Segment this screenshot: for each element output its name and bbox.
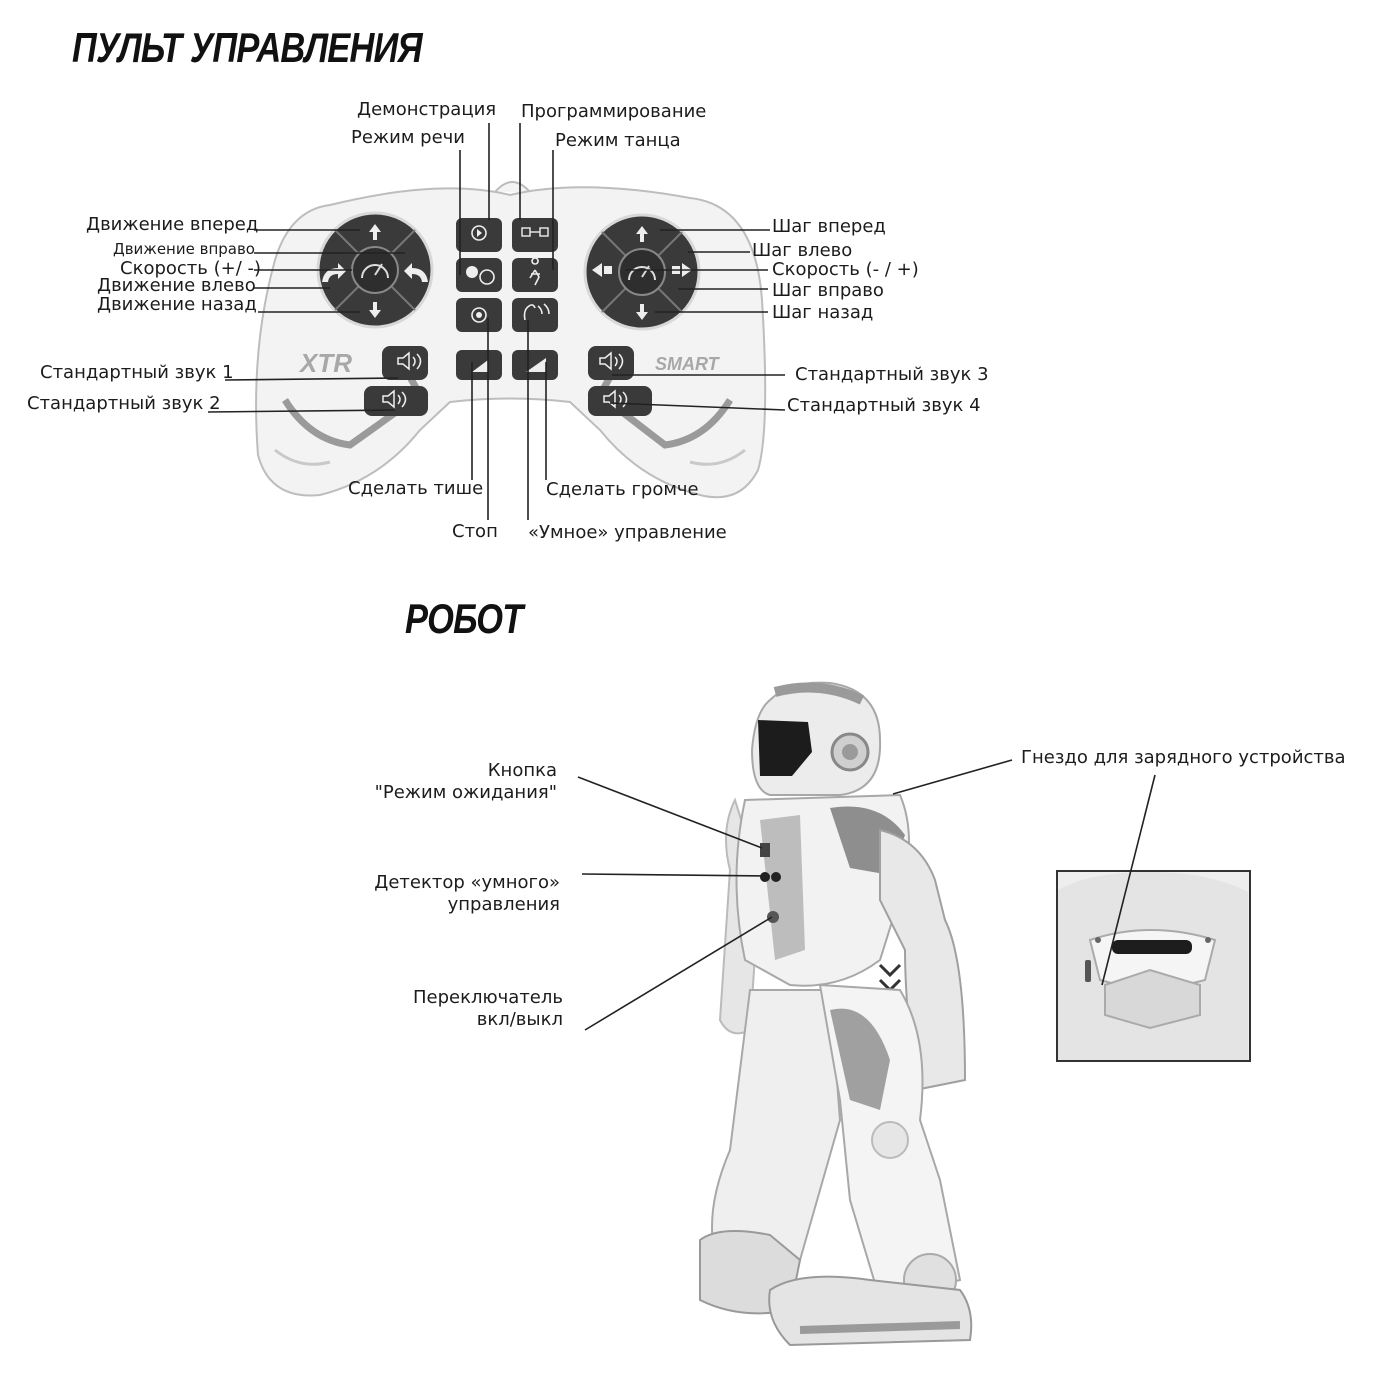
label-louder: Сделать громче bbox=[546, 479, 699, 500]
label-move-back: Движение назад bbox=[97, 294, 257, 315]
label-speed-right: Скорость (- / +) bbox=[772, 259, 919, 280]
dance-button[interactable] bbox=[512, 258, 558, 292]
label-speed-left: Скорость (+/ -) bbox=[120, 258, 262, 279]
charger-port[interactable] bbox=[1112, 940, 1192, 954]
label-detector-line2: управления bbox=[447, 894, 560, 915]
volume-down-button[interactable] bbox=[456, 350, 502, 380]
label-charger-port: Гнездо для зарядного устройства bbox=[1021, 747, 1346, 768]
charger-inset bbox=[1057, 871, 1250, 1061]
label-switch-line2: вкл/выкл bbox=[476, 1009, 563, 1030]
label-move-right: Движение вправо bbox=[113, 240, 255, 258]
label-standby-line2: "Режим ожидания" bbox=[374, 782, 557, 803]
speech-icon bbox=[466, 266, 478, 278]
remote-logo-left: XTR bbox=[300, 348, 352, 378]
label-sound2: Стандартный звук 2 bbox=[27, 393, 221, 414]
label-move-forward: Движение вперед bbox=[86, 214, 259, 235]
smart-detector bbox=[760, 872, 770, 882]
volume-up-button[interactable] bbox=[512, 350, 558, 380]
label-stop: Стоп bbox=[452, 521, 498, 542]
smart-control-button[interactable] bbox=[512, 298, 558, 332]
label-move-left: Движение влево bbox=[97, 275, 256, 296]
label-dance: Режим танца bbox=[555, 130, 681, 151]
remote-controller bbox=[208, 123, 785, 520]
label-power-switch bbox=[380, 987, 563, 1031]
program-button[interactable] bbox=[512, 218, 558, 252]
label-sound1: Стандартный звук 1 bbox=[40, 362, 234, 383]
label-smart-control: «Умное» управление bbox=[528, 522, 727, 543]
label-switch-line1: Переключатель bbox=[413, 987, 563, 1008]
label-quieter: Сделать тише bbox=[348, 478, 484, 499]
speech-button[interactable] bbox=[456, 258, 502, 292]
robot-title: РОБОТ bbox=[405, 595, 523, 642]
label-step-left: Шаг влево bbox=[752, 240, 853, 261]
label-programming: Программирование bbox=[521, 101, 707, 122]
label-standby-button bbox=[372, 760, 557, 804]
label-smart-detector bbox=[360, 872, 560, 916]
label-speech: Режим речи bbox=[351, 127, 465, 148]
label-step-forward: Шаг вперед bbox=[772, 216, 886, 237]
label-step-back: Шаг назад bbox=[772, 302, 874, 323]
label-standby-line1: Кнопка bbox=[487, 760, 557, 781]
robot-figure bbox=[700, 683, 971, 1345]
label-demo: Демонстрация bbox=[357, 99, 497, 120]
remote-title: ПУЛЬТ УПРАВЛЕНИЯ bbox=[72, 24, 422, 71]
label-sound4: Стандартный звук 4 bbox=[787, 395, 981, 416]
power-switch[interactable] bbox=[767, 911, 779, 923]
robot-foot-front bbox=[769, 1277, 971, 1345]
remote-logo-right: SMART bbox=[655, 354, 719, 374]
sound2-button[interactable] bbox=[364, 386, 428, 416]
label-step-right: Шаг вправо bbox=[772, 280, 884, 301]
label-sound3: Стандартный звук 3 bbox=[795, 364, 989, 385]
label-detector-line1: Детектор «умного» bbox=[374, 872, 560, 893]
standby-button[interactable] bbox=[760, 843, 770, 857]
